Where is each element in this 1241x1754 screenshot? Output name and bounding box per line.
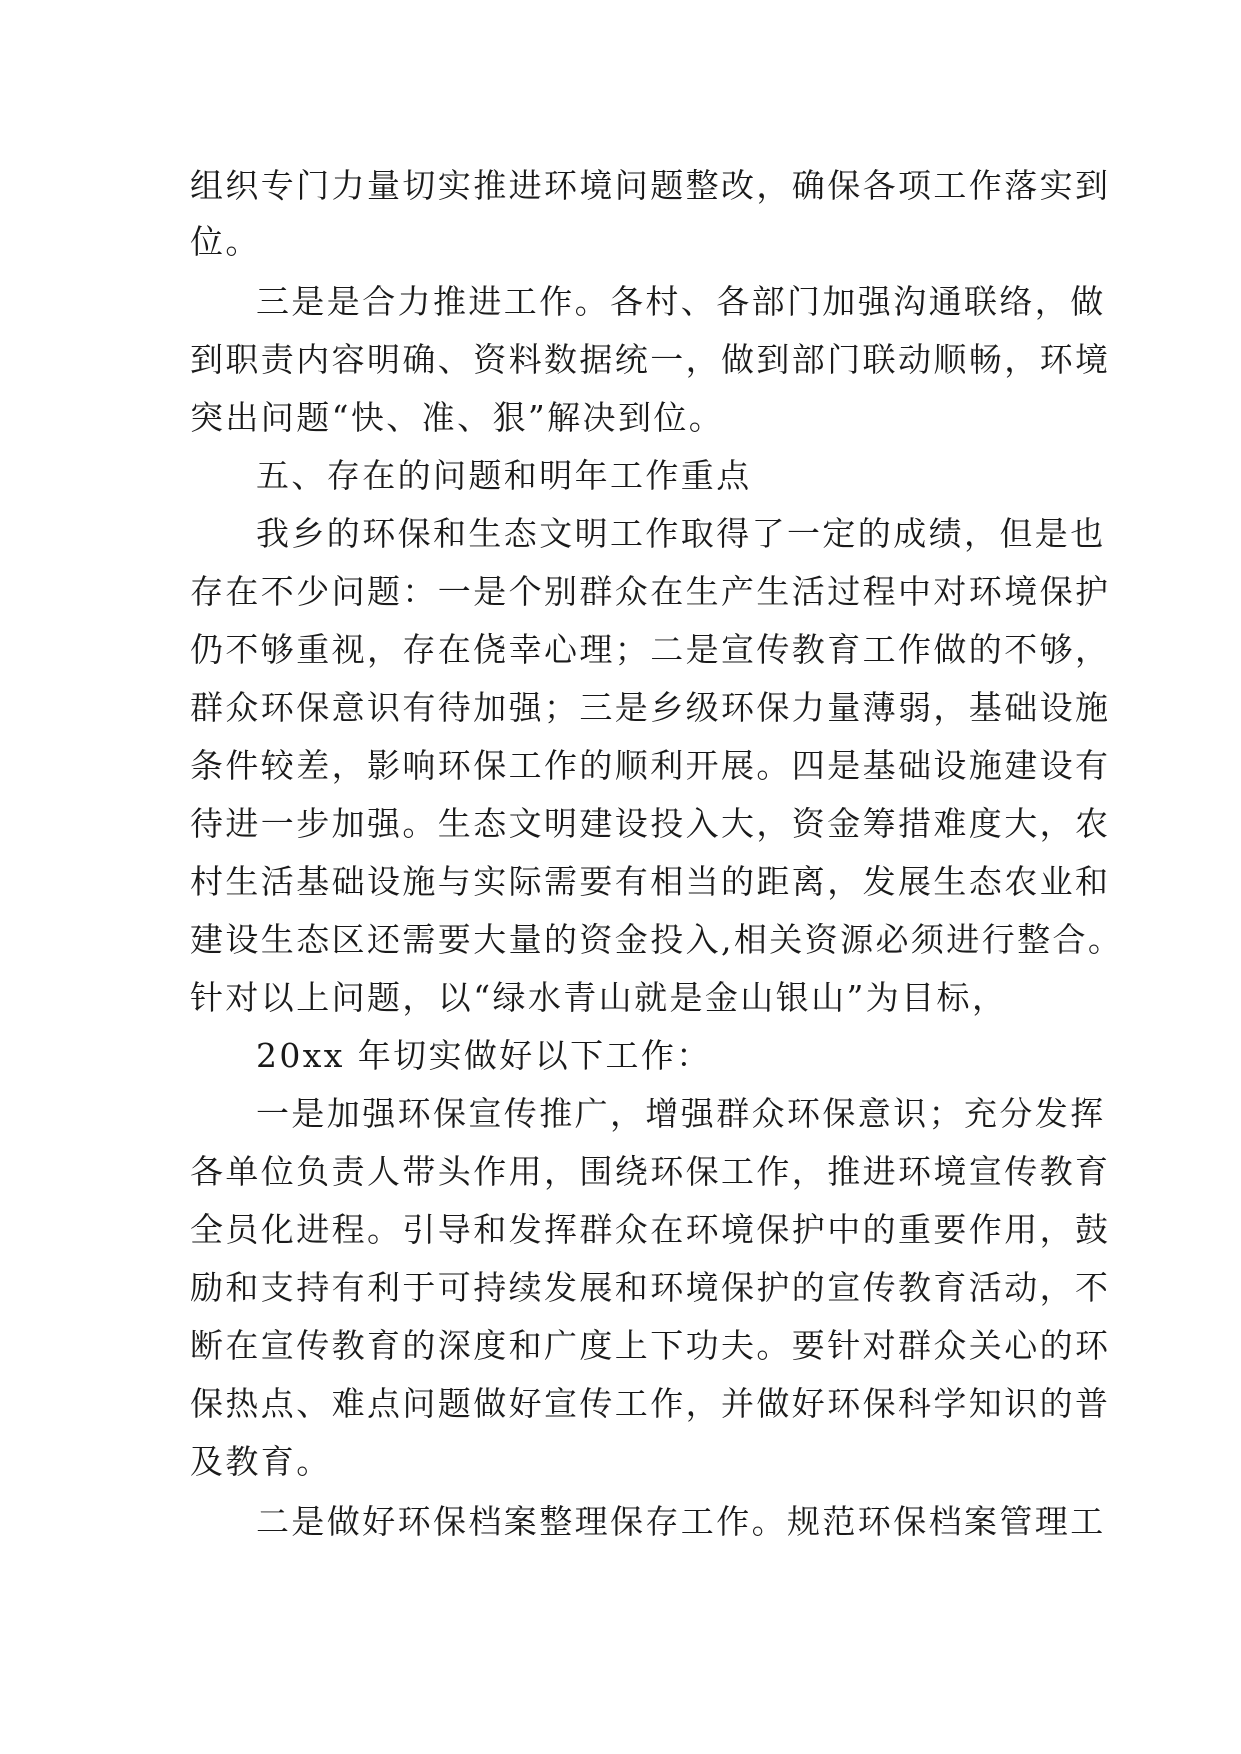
paragraph-start-line: 一是加强环保宣传推广，增强群众环保意识；充分发挥 [256, 1094, 1106, 1133]
text-line: 仍不够重视，存在侥幸心理；二是宣传教育工作做的不够， [190, 630, 1111, 669]
text-line: 到职责内容明确、资料数据统一，做到部门联动顺畅，环境 [190, 340, 1111, 379]
section-heading: 五、存在的问题和明年工作重点 [256, 456, 752, 495]
text-line: 位。 [190, 222, 261, 261]
text-line: 待进一步加强。生态文明建设投入大，资金筹措难度大，农 [190, 804, 1111, 843]
text-line: 各单位负责人带头作用，围绕环保工作，推进环境宣传教育 [190, 1152, 1111, 1191]
text-line: 村生活基础设施与实际需要有相当的距离，发展生态农业和 [190, 862, 1111, 901]
paragraph-start-line: 三是是合力推进工作。各村、各部门加强沟通联络，做 [256, 282, 1106, 321]
text-line: 条件较差，影响环保工作的顺利开展。四是基础设施建设有 [190, 746, 1111, 785]
text-line: 励和支持有利于可持续发展和环境保护的宣传教育活动，不 [190, 1268, 1111, 1307]
text-line: 断在宣传教育的深度和广度上下功夫。要针对群众关心的环 [190, 1326, 1111, 1365]
text-line: 群众环保意识有待加强；三是乡级环保力量薄弱，基础设施 [190, 688, 1111, 727]
text-line: 突出问题“快、准、狠”解决到位。 [190, 398, 725, 437]
text-line: 及教育。 [190, 1442, 332, 1481]
paragraph-start-line: 二是做好环保档案整理保存工作。规范环保档案管理工 [256, 1502, 1106, 1541]
text-line: 全员化进程。引导和发挥群众在环境保护中的重要作用，鼓 [190, 1210, 1111, 1249]
text-line: 保热点、难点问题做好宣传工作，并做好环保科学知识的普 [190, 1384, 1111, 1423]
paragraph-start-line: 我乡的环保和生态文明工作取得了一定的成绩，但是也 [256, 514, 1106, 553]
text-line: 组织专门力量切实推进环境问题整改，确保各项工作落实到 [190, 166, 1111, 205]
text-line: 建设生态区还需要大量的资金投入,相关资源必须进行整合。 [190, 920, 1124, 959]
paragraph-start-line: 20xx 年切实做好以下工作： [256, 1036, 712, 1075]
text-line: 针对以上问题，以“绿水青山就是金山银山”为目标， [190, 978, 1008, 1017]
text-line: 存在不少问题：一是个别群众在生产生活过程中对环境保护 [190, 572, 1111, 611]
